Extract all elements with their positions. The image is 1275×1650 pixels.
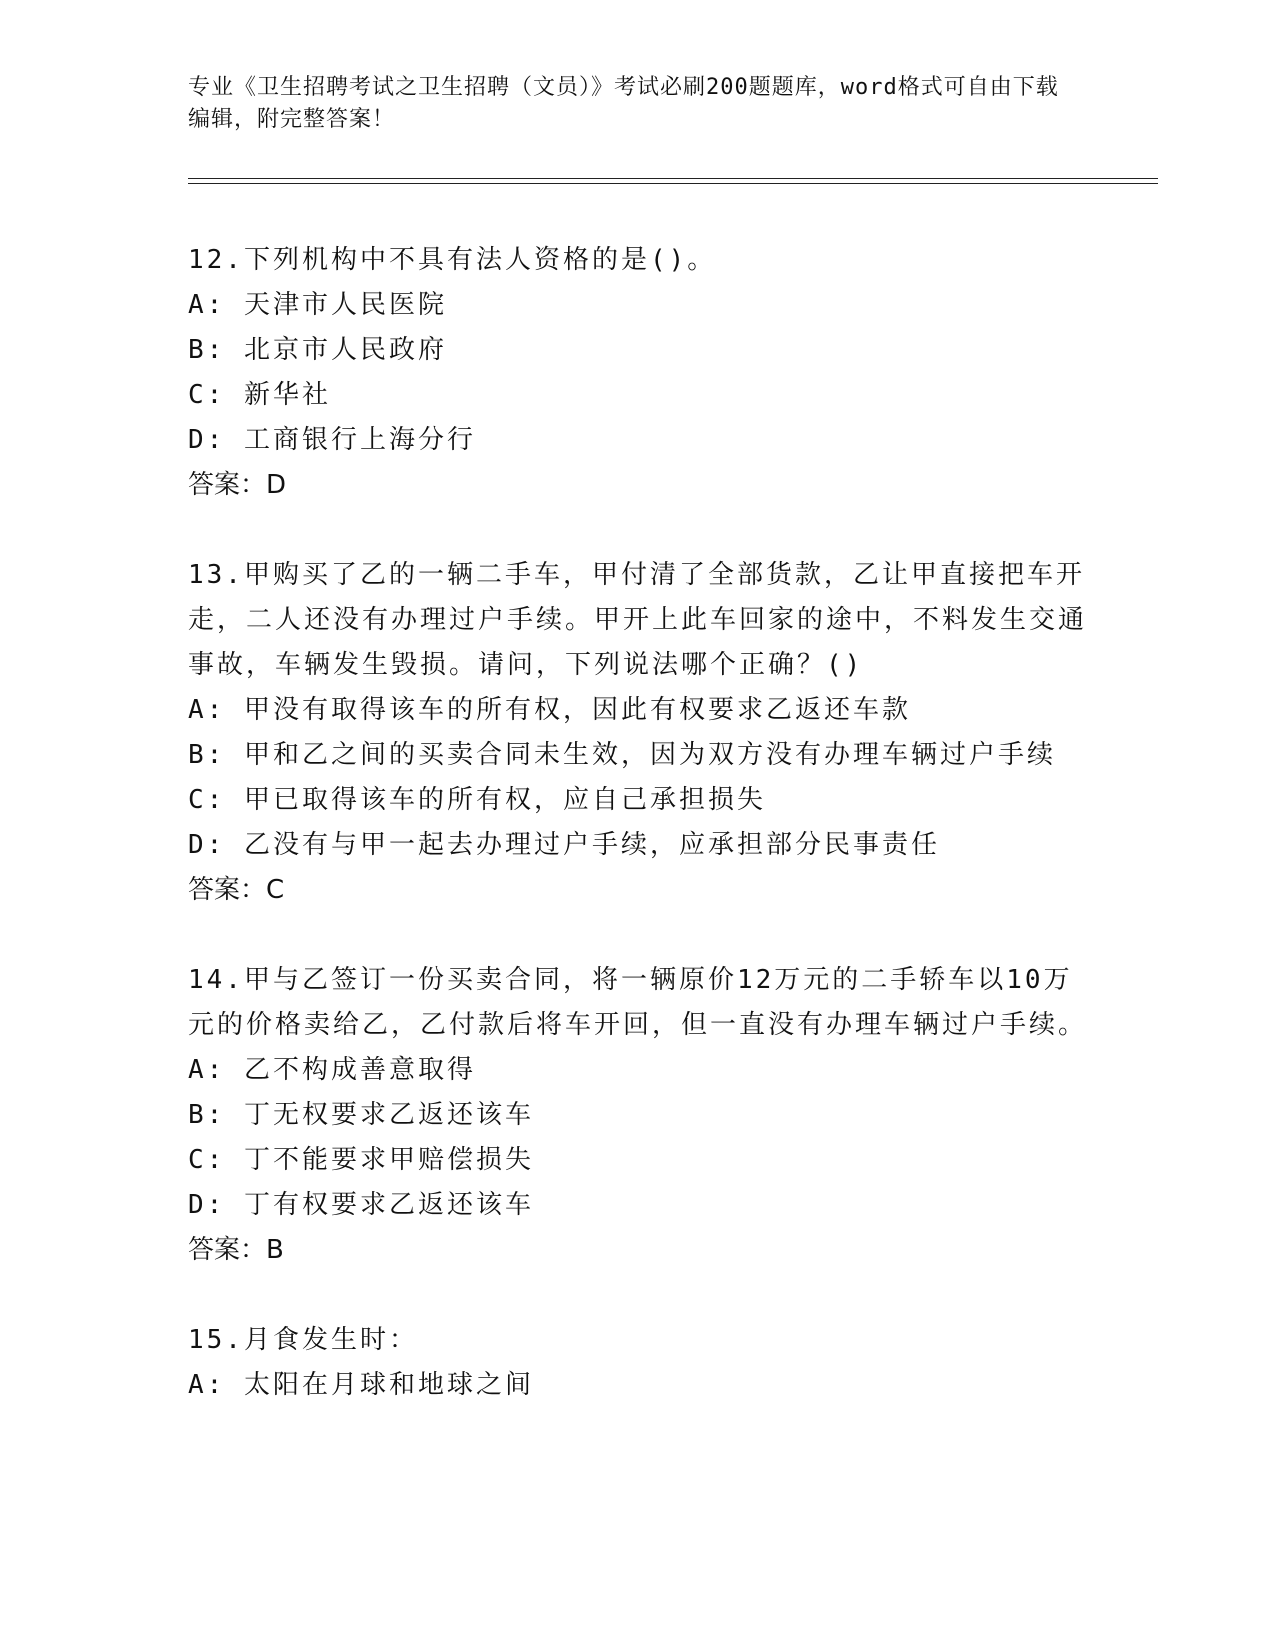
- option-c: C: 丁不能要求甲赔偿损失: [188, 1145, 534, 1175]
- question-stem: 13.甲购买了乙的一辆二手车，甲付清了全部货款，乙让甲直接把车开走，二人还没有办理过户手续。甲开上此车回家的途中，不料发生交通事故，车辆发生毁损。请问，下列说法哪个正确？(): [188, 560, 1088, 680]
- question-12: [188, 238, 1088, 508]
- option-a: A: 太阳在月球和地球之间: [188, 1370, 534, 1400]
- answer-line: 答案：D: [188, 470, 287, 500]
- header-divider-bottom: [188, 183, 1158, 184]
- question-stem: 15.月食发生时：: [188, 1325, 418, 1355]
- answer-line: 答案：C: [188, 875, 285, 905]
- question-list: [188, 238, 1088, 1408]
- question-13: [188, 553, 1088, 913]
- option-b: B: 丁无权要求乙返还该车: [188, 1100, 534, 1130]
- question-stem: 12.下列机构中不具有法人资格的是()。: [188, 245, 717, 275]
- document-header: 专业《卫生招聘考试之卫生招聘（文员）》考试必刷200题题库，word格式可自由下载编辑，附完整答案！: [188, 75, 1059, 132]
- question-15: [188, 1318, 1088, 1408]
- option-a: A: 乙不构成善意取得: [188, 1055, 476, 1085]
- option-c: C: 新华社: [188, 380, 331, 410]
- question-14: [188, 958, 1088, 1273]
- option-c: C: 甲已取得该车的所有权，应自己承担损失: [188, 785, 766, 815]
- option-d: D: 丁有权要求乙返还该车: [188, 1190, 534, 1220]
- question-stem: 14.甲与乙签订一份买卖合同，将一辆原价12万元的二手轿车以10万元的价格卖给乙，乙付款后将车开回，但一直没有办理车辆过户手续。: [188, 965, 1088, 1040]
- option-b: B: 甲和乙之间的买卖合同未生效，因为双方没有办理车辆过户手续: [188, 740, 1056, 770]
- option-a: A: 甲没有取得该车的所有权，因此有权要求乙返还车款: [188, 695, 911, 725]
- answer-line: 答案：B: [188, 1235, 284, 1265]
- header-divider-top: [188, 178, 1158, 179]
- option-d: D: 乙没有与甲一起去办理过户手续，应承担部分民事责任: [188, 830, 940, 860]
- option-d: D: 工商银行上海分行: [188, 425, 476, 455]
- option-b: B: 北京市人民政府: [188, 335, 447, 365]
- option-a: A: 天津市人民医院: [188, 290, 447, 320]
